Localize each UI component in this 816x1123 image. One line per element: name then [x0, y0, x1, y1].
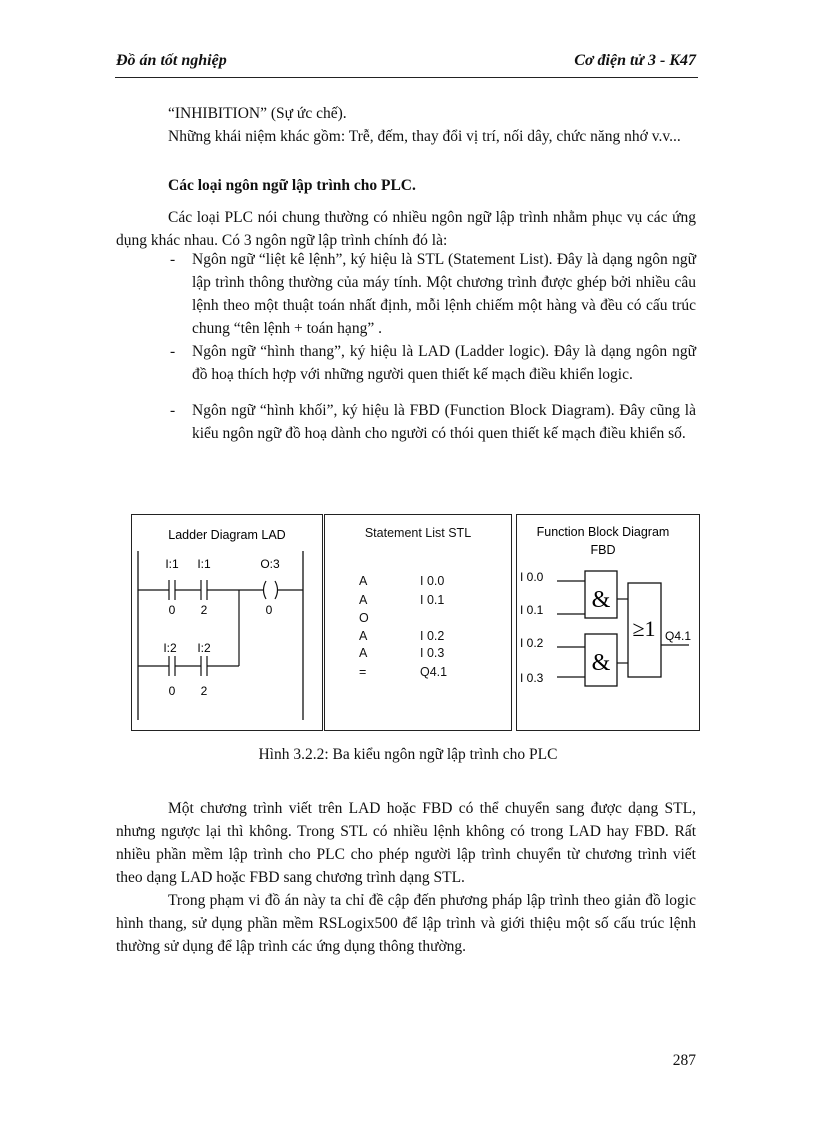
header-rule	[115, 77, 698, 78]
fbd-title-line2: FBD	[590, 543, 616, 557]
section-paragraph: Các loại PLC nói chung thường có nhiều ngôn ngữ lập trình nhằm phục vụ các ứng dụng khác nhau. Có 3 ngôn ngữ lập trình chính đó là:	[116, 209, 696, 249]
fbd-title-line1: Function Block Diagram	[536, 525, 670, 539]
output-bit-label: 0	[265, 603, 273, 617]
bullet-marker: -	[170, 402, 176, 419]
fbd-svg	[517, 515, 699, 730]
fbd-output-label: Q4.1	[665, 629, 692, 643]
stl-title: Statement List STL	[364, 526, 472, 540]
header-right-title: Cơ điện tử 3 - K47	[574, 52, 696, 69]
bullet-item-fbd	[170, 399, 696, 445]
section-heading: Các loại ngôn ngữ lập trình cho PLC.	[168, 177, 416, 194]
stl-arg: I 0.0	[420, 574, 445, 588]
bullet-item-stl	[170, 248, 696, 340]
stl-op: O	[359, 611, 369, 625]
stl-arg: Q4.1	[420, 665, 448, 679]
fbd-input-label: I 0.0	[520, 570, 544, 584]
stl-op: =	[359, 665, 367, 679]
stl-op: A	[359, 593, 368, 607]
bullet-marker: -	[170, 343, 176, 360]
stl-arg: I 0.1	[420, 593, 445, 607]
and-symbol: &	[591, 587, 611, 613]
contact-label: I:2	[163, 641, 177, 655]
bit-label: 2	[200, 684, 208, 698]
fbd-input-label: I 0.3	[520, 671, 544, 685]
intro-paragraph: Những khái niệm khác gồm: Trễ, đếm, thay đổi vị trí, nối dây, chức năng nhớ v.v...	[168, 128, 681, 145]
bullet-text: Ngôn ngữ “hình thang”, ký hiệu là LAD (Ladder logic). Đây là dạng ngôn ngữ đồ hoạ thích hợp với những người quen thiết kế mạch điều khiển logic.	[192, 343, 696, 383]
bullet-text: Ngôn ngữ “liệt kê lệnh”, ký hiệu là STL (Statement List). Đây là dạng ngôn ngữ lập trình thông thường của máy tính. Một chương trình được ghép bởi nhiều câu lệnh theo một thuật toán nhất định, mỗi lệnh chiếm một hàng và đều có cấu trúc chung “tên lệnh + toán hạng” .	[192, 251, 696, 337]
stl-op: A	[359, 629, 368, 643]
ladder-diagram-panel	[131, 514, 323, 731]
and-symbol: &	[591, 650, 611, 676]
stl-op: A	[359, 646, 368, 660]
figure-caption: Hình 3.2.2: Ba kiểu ngôn ngữ lập trình cho PLC	[258, 746, 558, 763]
rung-2	[138, 590, 239, 676]
stl-arg: I 0.3	[420, 646, 445, 660]
contact-label: I:1	[165, 557, 179, 571]
bit-label: 0	[168, 603, 176, 617]
bit-label: 0	[168, 684, 176, 698]
lad-title: Ladder Diagram LAD	[168, 528, 286, 542]
statement-list-panel	[324, 514, 512, 731]
intro-line: “INHIBITION” (Sự ức chế).	[168, 105, 347, 122]
page-number: 287	[672, 1052, 696, 1069]
function-block-diagram-panel	[516, 514, 700, 731]
body-paragraph-1: Một chương trình viết trên LAD hoặc FBD có thể chuyển sang được dạng STL, nhưng ngược lại thì không. Trong STL có nhiều lệnh không có trong LAD hay FBD. Rất nhiều phần mềm lập trình cho PLC cho phép người lập trình chuyển từ chương trình viết theo dạng LAD hoặc FBD sang chương trình dạng STL.	[116, 800, 696, 886]
ladder-diagram-svg	[132, 515, 322, 730]
contact-label: I:1	[197, 557, 211, 571]
output-label: O:3	[260, 557, 280, 571]
bullet-marker: -	[170, 251, 176, 268]
fbd-input-label: I 0.1	[520, 603, 544, 617]
body-paragraph-2: Trong phạm vi đồ án này ta chỉ đề cập đến phương pháp lập trình theo giản đồ logic hình thang, sử dụng phần mềm RSLogix500 để lập trình và giới thiệu một số cấu trúc lệnh thường sử dụng để lập trình các ứng dụng thông thường.	[116, 892, 696, 955]
bit-label: 2	[200, 603, 208, 617]
contact-label: I:2	[197, 641, 211, 655]
bullet-item-lad	[170, 340, 696, 386]
or-symbol: ≥1	[632, 616, 656, 641]
rung-1	[138, 580, 303, 600]
stl-arg: I 0.2	[420, 629, 445, 643]
bullet-text: Ngôn ngữ “hình khối”, ký hiệu là FBD (Function Block Diagram). Đây cũng là kiểu ngôn ngữ đồ hoạ dành cho người có thói quen thiết kế mạch điều khiển số.	[192, 402, 696, 442]
stl-op: A	[359, 574, 368, 588]
fbd-input-label: I 0.2	[520, 636, 544, 650]
header-left-title: Đồ án tốt nghiệp	[116, 52, 227, 69]
